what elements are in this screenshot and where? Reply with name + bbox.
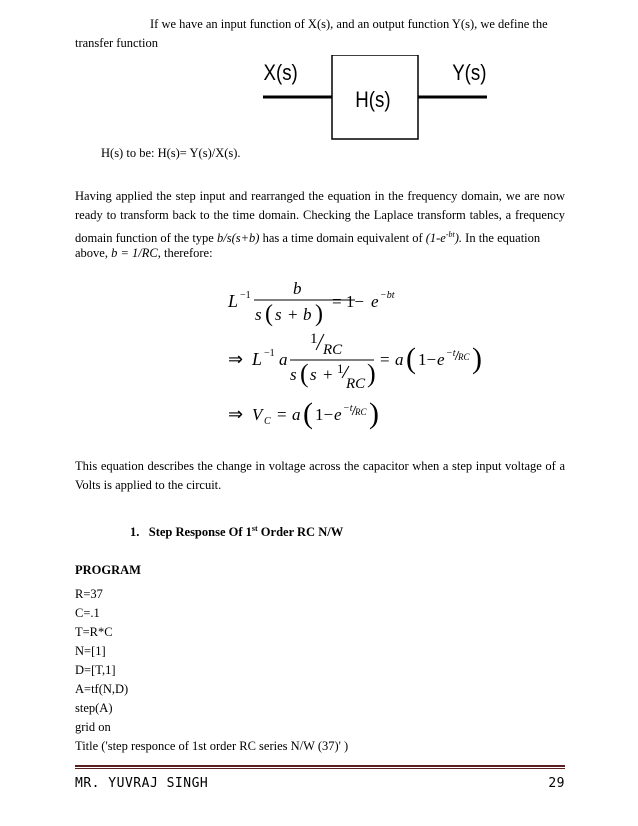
svg-text:a: a: [292, 405, 301, 424]
svg-text:V: V: [252, 405, 263, 424]
svg-text:⇒: ⇒: [228, 404, 244, 424]
svg-text:+: +: [323, 365, 333, 384]
para2-line-1: Having applied the step input and rearranged the equation in the frequency domain, we are now: [75, 189, 565, 203]
section-title-sup: st: [251, 524, 258, 533]
laplace-equations: [222, 280, 492, 440]
svg-text:RC: RC: [323, 342, 343, 358]
svg-text:1: 1: [310, 331, 318, 347]
svg-text:+: +: [288, 305, 298, 324]
code-line: Title ('step responce of 1st order RC series N/W (37)' ): [75, 739, 349, 753]
intro-line-1: If we have an input function of X(s), and an output function Y(s), we define the: [150, 17, 548, 31]
code-line: grid on: [75, 720, 111, 734]
svg-text:⇒: ⇒: [228, 349, 244, 369]
para2-text: , therefore:: [157, 246, 213, 260]
para3-line-1: This equation describes the change in voltage across the capacitor when a step input voltage of a: [75, 459, 565, 473]
svg-text:−bt: −bt: [380, 290, 395, 301]
time-function: (1-e: [425, 231, 446, 246]
para2-text: has a time domain equivalent of: [259, 231, 426, 246]
svg-text:RC: RC: [458, 352, 470, 362]
program-heading: PROGRAM: [75, 563, 141, 577]
output-label: Y(s): [452, 61, 487, 86]
time-function-exponent: -bt: [445, 230, 455, 239]
code-line: R=37: [75, 587, 103, 601]
code-line: T=R*C: [75, 625, 113, 639]
code-line: step(A): [75, 701, 113, 715]
para2-text: domain function of the type: [75, 231, 217, 246]
transfer-function-diagram: [255, 55, 495, 140]
svg-text:(: (: [265, 301, 273, 327]
input-label: X(s): [263, 61, 298, 86]
svg-text:(: (: [300, 359, 309, 388]
page-number: 29: [548, 776, 565, 791]
svg-text:s: s: [290, 365, 297, 384]
svg-text:s: s: [275, 305, 282, 324]
code-line: D=[T,1]: [75, 663, 116, 677]
code-line: C=.1: [75, 606, 100, 620]
svg-text:s: s: [310, 365, 317, 384]
svg-text:= 1−: = 1−: [332, 292, 364, 311]
svg-text:): ): [472, 342, 482, 375]
svg-text:1−: 1−: [418, 350, 437, 369]
svg-text:−t: −t: [446, 348, 456, 359]
svg-text:): ): [367, 359, 376, 388]
block-label: H(s): [355, 88, 391, 113]
section-heading: [130, 519, 343, 542]
section-number: 1.: [130, 525, 140, 540]
svg-text:s: s: [255, 305, 262, 324]
svg-text:(: (: [406, 342, 416, 375]
svg-text:e: e: [371, 292, 379, 311]
svg-text:(: (: [303, 397, 313, 430]
intro-line-2: transfer function: [75, 36, 158, 50]
svg-text:1: 1: [337, 361, 344, 376]
svg-text:a: a: [395, 350, 404, 369]
para3-line-2: Volts is applied to the circuit.: [75, 478, 222, 492]
para2-text: In the equation: [462, 231, 541, 246]
footer-rule: [75, 768, 565, 769]
para2-line-2: ready to transform back to the time domain. Checking the Laplace transform tables, a frequency: [75, 208, 565, 222]
svg-text:L: L: [252, 349, 263, 369]
svg-text:): ): [315, 301, 323, 327]
svg-text:b: b: [293, 280, 302, 298]
freq-function: b/s(s+b): [216, 231, 260, 246]
svg-text:C: C: [264, 416, 271, 427]
svg-text:L: L: [228, 291, 239, 311]
svg-text:−1: −1: [264, 348, 275, 359]
svg-text:1−: 1−: [315, 405, 334, 424]
section-title: Step Response Of 1: [148, 525, 252, 540]
para2-line-4: [75, 244, 213, 263]
svg-text:−t: −t: [343, 403, 353, 414]
svg-text:a: a: [279, 350, 288, 369]
svg-text:b: b: [303, 305, 312, 324]
para2-text: above,: [75, 246, 112, 260]
svg-text:=: =: [380, 350, 390, 369]
svg-text:−1: −1: [240, 290, 251, 301]
svg-text:=: =: [277, 405, 287, 424]
svg-text:e: e: [334, 405, 342, 424]
footer-rule: [75, 765, 565, 767]
footer-author: MR. YUVRAJ SINGH: [75, 776, 209, 791]
code-line: A=tf(N,D): [75, 682, 129, 696]
code-line: N=[1]: [75, 644, 106, 658]
svg-text:): ): [369, 397, 379, 430]
tf-definition: H(s) to be: H(s)= Y(s)/X(s).: [101, 146, 241, 160]
section-title-rest: Order RC N/W: [257, 525, 344, 540]
b-definition: b = 1/RC: [111, 246, 158, 260]
time-function-close: ).: [454, 231, 463, 246]
svg-text:e: e: [437, 350, 445, 369]
svg-text:RC: RC: [346, 376, 366, 392]
svg-text:RC: RC: [355, 407, 367, 417]
